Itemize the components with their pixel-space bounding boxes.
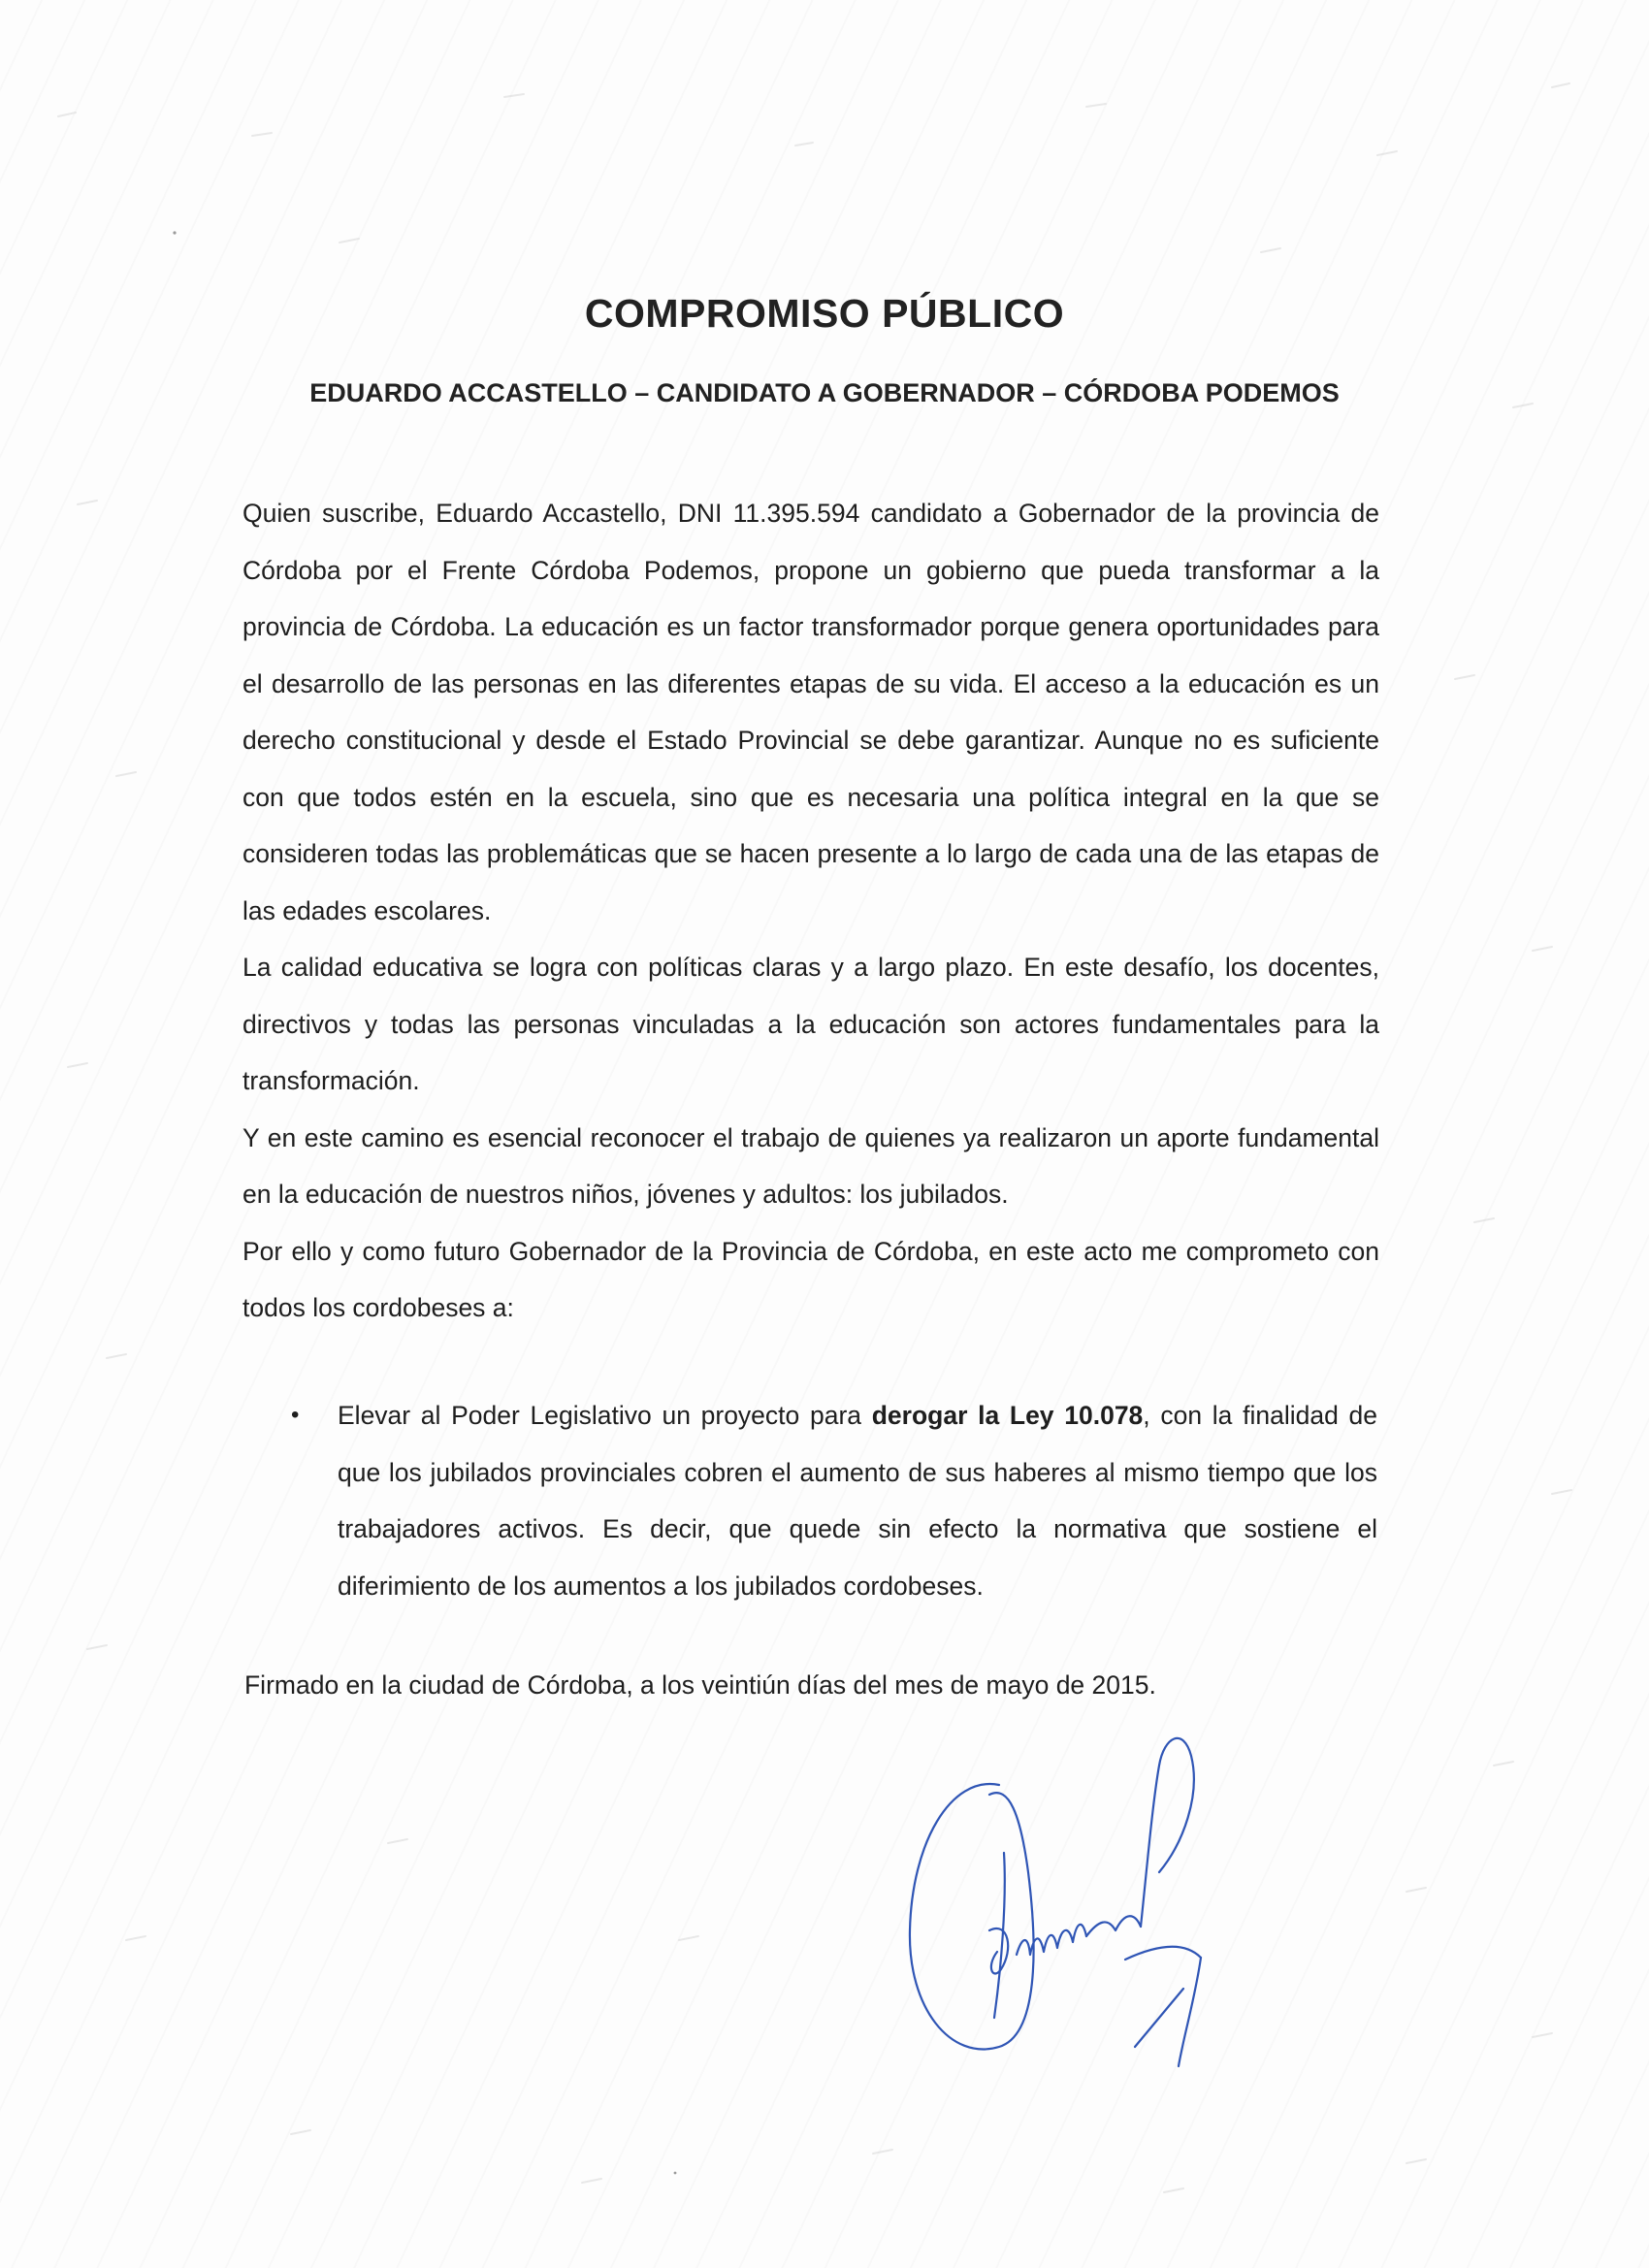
commitment-text-after: , con la finalidad de que los jubilados provinciales cobren el aumento de sus haberes al mismo tiempo que los trabajadores activos. Es decir, que quede sin efecto la normativa que sostiene el diferimiento de los aumentos a los jubilados cordobeses. bbox=[338, 1401, 1377, 1601]
handwritten-signature bbox=[892, 1727, 1300, 2076]
document-title: COMPROMISO PÚBLICO bbox=[584, 291, 1065, 336]
commitment-text-bold: derogar la Ley 10.078 bbox=[871, 1401, 1144, 1430]
paragraph-retirees: Y en este camino es esencial reconocer el trabajo de quienes ya realizaron un aporte fundamental en la educación de nuestros niños, jóvenes y adultos: los jubilados. bbox=[242, 1122, 1379, 1209]
signed-line: Firmado en la ciudad de Córdoba, a los veintiún días del mes de mayo de 2015. bbox=[244, 1670, 1156, 1700]
bullet-icon: • bbox=[291, 1402, 300, 1428]
paragraph-commitment-intro: Por ello y como futuro Gobernador de la Provincia de Córdoba, en este acto me comprometo con todos los cordobeses a: bbox=[242, 1236, 1379, 1322]
paragraph-quality: La calidad educativa se logra con políticas claras y a largo plazo. En este desafío, los docentes, directivos y todas las personas vinculadas a la educación son actores fundamentales para la transformación. bbox=[242, 953, 1379, 1095]
commitment-text-before: Elevar al Poder Legislativo un proyecto para bbox=[338, 1401, 872, 1430]
commitment-item bbox=[291, 1387, 1377, 1614]
commitment-list bbox=[291, 1387, 1377, 1614]
document-body bbox=[242, 485, 1379, 1337]
document-subtitle: EDUARDO ACCASTELLO – CANDIDATO A GOBERNADOR – CÓRDOBA PODEMOS bbox=[309, 378, 1340, 407]
paragraph-intro: Quien suscribe, Eduardo Accastello, DNI 11.395.594 candidato a Gobernador de la provincia de Córdoba por el Frente Córdoba Podemos, propone un gobierno que pueda transformar a la provincia de Córdoba. La educación es un factor transformador porque genera oportunidades para el desarrollo de las personas en las diferentes etapas de su vida. El acceso a la educación es un derecho constitucional y desde el Estado Provincial se debe garantizar. Aunque no es suficiente con que todos estén en la escuela, sino que es necesaria una política integral en la que se consideren todas las problemáticas que se hacen presente a lo largo de cada una de las etapas de las edades escolares. bbox=[242, 499, 1379, 925]
